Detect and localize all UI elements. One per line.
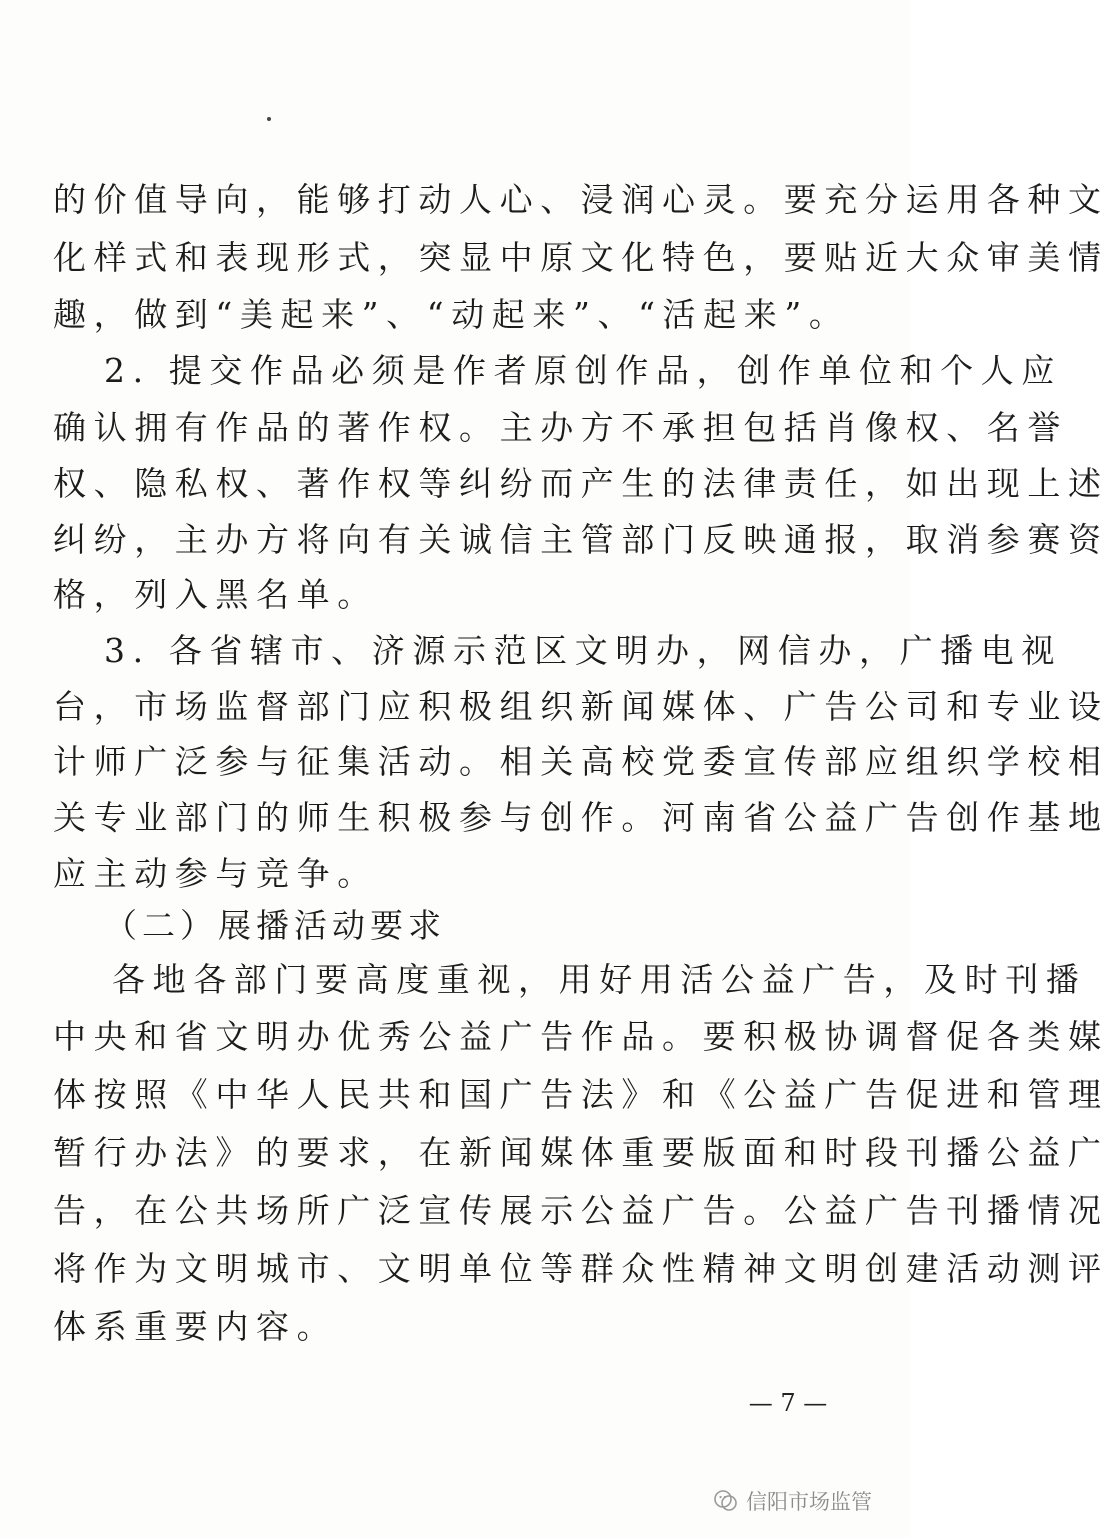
body-line: 应主动参与竞争。 <box>53 854 378 893</box>
body-line: 台，市场监督部门应积极组织新闻媒体、广告公司和专业设 <box>53 687 1109 726</box>
body-line: 体按照《中华人民共和国广告法》和《公益广告促进和管理 <box>53 1075 1109 1114</box>
body-line: 各地各部门要高度重视，用好用活公益广告，及时刊播 <box>112 960 1087 999</box>
watermark-text: 信阳市场监管 <box>746 1490 872 1514</box>
page-number: — 7 — <box>748 1389 828 1417</box>
body-line: 体系重要内容。 <box>53 1307 338 1346</box>
scan-speck <box>267 117 271 121</box>
body-line: 告，在公共场所广泛宣传展示公益广告。公益广告刊播情况 <box>53 1191 1109 1230</box>
wechat-icon <box>712 1487 740 1515</box>
body-line: 2. 提交作品必须是作者原创作品，创作单位和个人应 <box>104 351 1062 390</box>
body-line: 暂行办法》的要求，在新闻媒体重要版面和时段刊播公益广 <box>53 1133 1109 1172</box>
body-line: 趣，做到“美起来”、“动起来”、“活起来”。 <box>53 295 850 334</box>
body-line: 权、隐私权、著作权等纠纷而产生的法律责任，如出现上述 <box>53 464 1109 503</box>
body-line: 的价值导向，能够打动人心、浸润心灵。要充分运用各种文 <box>53 180 1109 219</box>
body-line: 关专业部门的师生积极参与创作。河南省公益广告创作基地 <box>53 798 1109 837</box>
body-line: 将作为文明城市、文明单位等群众性精神文明创建活动测评 <box>53 1249 1109 1288</box>
watermark <box>712 1484 872 1518</box>
body-line: 计师广泛参与征集活动。相关高校党委宣传部应组织学校相 <box>53 742 1109 781</box>
body-line: 确认拥有作品的著作权。主办方不承担包括肖像权、名誉 <box>53 408 1068 447</box>
body-line: 中央和省文明办优秀公益广告作品。要积极协调督促各类媒 <box>53 1017 1109 1056</box>
body-line: 纠纷，主办方将向有关诚信主管部门反映通报，取消参赛资 <box>53 520 1109 559</box>
section-heading: （二）展播活动要求 <box>104 906 446 945</box>
body-line: 格，列入黑名单。 <box>53 575 378 614</box>
body-line: 化样式和表现形式，突显中原文化特色，要贴近大众审美情 <box>53 238 1109 277</box>
body-line: 3. 各省辖市、济源示范区文明办，网信办，广播电视 <box>104 631 1062 670</box>
